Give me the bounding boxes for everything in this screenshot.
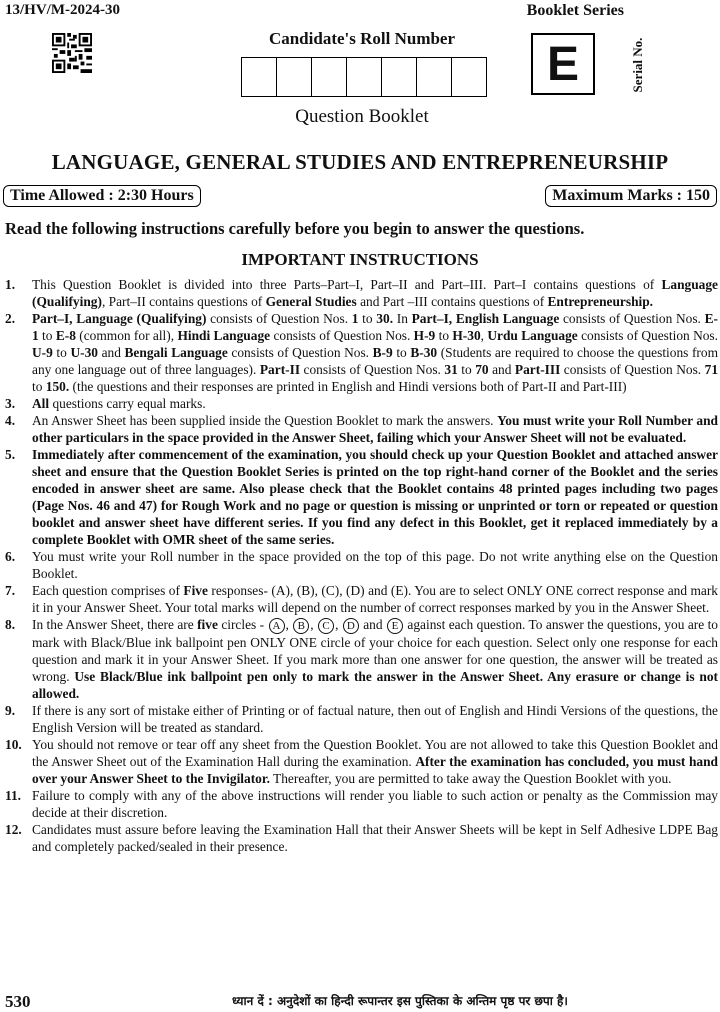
instruction-text: This Question Booklet is divided into three Parts–Part–I, Part–II and Part–III. Part–I contains questions of Language (Qualifying), Part–II contains questions of General Studies and Part –III contains questions of Entrepreneurship. xyxy=(32,277,718,309)
instruction-number: 6. xyxy=(5,549,16,564)
instruction-text: Immediately after commencement of the examination, you should check up your Question Booklet and attached answer sheet and ensure that the Question Booklet Series is printed on the top right-hand corner of the Booklet and the series encoded in answer sheet are same. Also please check that the Booklet contains 48 printed pages including two pages (Page Nos. 46 and 47) for Rough Work and no page or question is missing or unprinted or torn or repeated or question booklet and answer sheet have different series. If you find any defect in this Booklet, get it replaced immediately by a complete Booklet with OMR sheet of the same series. xyxy=(32,447,718,547)
roll-digit-box xyxy=(347,58,382,96)
instruction-text: All questions carry equal marks. xyxy=(32,396,206,411)
roll-digit-box xyxy=(242,58,277,96)
page-title: LANGUAGE, GENERAL STUDIES AND ENTREPRENEURSHIP xyxy=(51,150,669,174)
instruction-number: 10. xyxy=(5,736,22,752)
instruction-number: 1. xyxy=(5,277,16,292)
roll-digit-box xyxy=(417,58,452,96)
instruction-text: Each question comprises of Five responses- (A), (B), (C), (D) and (E). You are to select ONLY ONE correct response and mark it in your Answer Sheet. Your total marks will depend on the number of correct responses marked by you in the Answer Sheet. xyxy=(32,583,718,615)
serial-number xyxy=(628,30,648,100)
instruction-number: 11. xyxy=(5,787,21,803)
instructions-heading: IMPORTANT INSTRUCTIONS xyxy=(241,250,479,269)
instruction-text: Part–I, Language (Qualifying) consists of Question Nos. 1 to 30. In Part–I, English Language consists of Question Nos. E-1 to E-8 (common for all), Hindi Language consists of Question Nos. H-9 to H-30, Urdu Language consists of Question Nos. U-9 to U-30 and Bengali Language consists of Question Nos. B-9 to B-30 (Students are required to choose the questions from any one language out of three languages). Part-II consists of Question Nos. 31 to 70 and Part-III consists of Question Nos. 71 to 150. (the questions and their responses are printed in English and Hindi versions both of Part-II and Part-III) xyxy=(32,311,719,394)
roll-digit-box xyxy=(452,58,486,96)
time-allowed-badge: Time Allowed : 2:30 Hours xyxy=(3,185,201,207)
question-booklet-label: Question Booklet xyxy=(295,106,429,127)
page-number: 530 xyxy=(5,992,31,1011)
instruction-number: 8. xyxy=(5,617,16,632)
instruction-number: 5. xyxy=(5,447,16,462)
roll-number-boxes xyxy=(241,57,487,97)
instruction-number: 9. xyxy=(5,702,16,718)
instruction-item xyxy=(5,616,718,702)
qr-code-icon xyxy=(52,33,92,73)
instruction-item xyxy=(5,395,718,412)
instruction-text: You should not remove or tear off any sheet from the Question Booklet. You are not allowed to take this Question Booklet and the Answer Sheet out of the Examination Hall during the examination. After the examination has concluded, you must hand over your Answer Sheet to the Invigilator. Thereafter, you are permitted to take away the Question Booklet with you. xyxy=(32,736,718,786)
instruction-number: 2. xyxy=(5,311,16,326)
instruction-item xyxy=(5,787,718,821)
instruction-text: In the Answer Sheet, there are five circles - A , B , C , D and E against each question. To answer the questions, you are to mark with Black/Blue ink ballpoint pen ONLY ONE circle of your choice for each question. Select only one response for each question and mark it in your Answer Sheet. If you mark more than one answer for one question, the answer will be treated as wrong. Use Black/Blue ink ballpoint pen only to mark the answer in the Answer Sheet. Any erasure or change is not allowed. xyxy=(32,617,719,701)
instruction-text: Failure to comply with any of the above instructions will render you liable to such action or penalty as the Commission may decide at their discretion. xyxy=(32,787,718,820)
instruction-number: 7. xyxy=(5,583,16,598)
booklet-series-letter: E xyxy=(531,33,595,95)
instruction-item xyxy=(5,582,718,616)
instruction-text: Candidates must assure before leaving the Examination Hall that their Answer Sheets will be kept in Self Adhesive LDPE Bag and completely packed/sealed in their presence. xyxy=(32,821,718,854)
instructions-list xyxy=(5,276,718,855)
instruction-item xyxy=(5,821,718,855)
answer-circle-icon: B xyxy=(293,618,309,634)
roll-digit-box xyxy=(312,58,347,96)
roll-number-label: Candidate's Roll Number xyxy=(268,29,456,48)
serial-label: Serial No. xyxy=(630,37,645,93)
roll-digit-box xyxy=(277,58,312,96)
instruction-text: An Answer Sheet has been supplied inside the Question Booklet to mark the answers. You must write your Roll Number and other particulars in the space provided in the Answer Sheet, failing which your Answer Sheet will not be evaluated. xyxy=(32,413,718,445)
instruction-text: If there is any sort of mistake either of Printing or of factual nature, then out of English and Hindi Versions of the questions, the English Version will be treated as standard. xyxy=(32,702,718,735)
booklet-series-label: Booklet Series xyxy=(526,2,624,19)
instruction-number: 12. xyxy=(5,821,22,837)
answer-circle-icon: E xyxy=(387,618,403,634)
instruction-number: 4. xyxy=(5,413,16,428)
answer-circle-icon: A xyxy=(269,618,285,634)
instruction-item xyxy=(5,702,718,736)
instruction-number: 3. xyxy=(5,396,16,411)
answer-circle-icon: D xyxy=(343,618,359,634)
instruction-item xyxy=(5,412,718,446)
roll-digit-box xyxy=(382,58,417,96)
hindi-note: ध्यान दें : अनुदेशों का हिन्दी रूपान्तर इस पुस्तिका के अन्तिम पृष्ठ पर छपा है। xyxy=(232,994,568,1008)
instruction-item xyxy=(5,276,718,310)
read-notice: Read the following instructions carefully before you begin to answer the questions. xyxy=(5,219,585,238)
instruction-item xyxy=(5,310,718,395)
instruction-item xyxy=(5,548,718,582)
paper-code: 13/HV/M-2024-30 xyxy=(5,2,120,18)
instruction-text: You must write your Roll number in the space provided on the top of this page. Do not write anything else on the Question Booklet. xyxy=(32,549,718,581)
answer-circle-icon: C xyxy=(318,618,334,634)
maximum-marks-badge: Maximum Marks : 150 xyxy=(545,185,717,207)
instruction-item xyxy=(5,736,718,787)
instruction-item xyxy=(5,446,718,548)
